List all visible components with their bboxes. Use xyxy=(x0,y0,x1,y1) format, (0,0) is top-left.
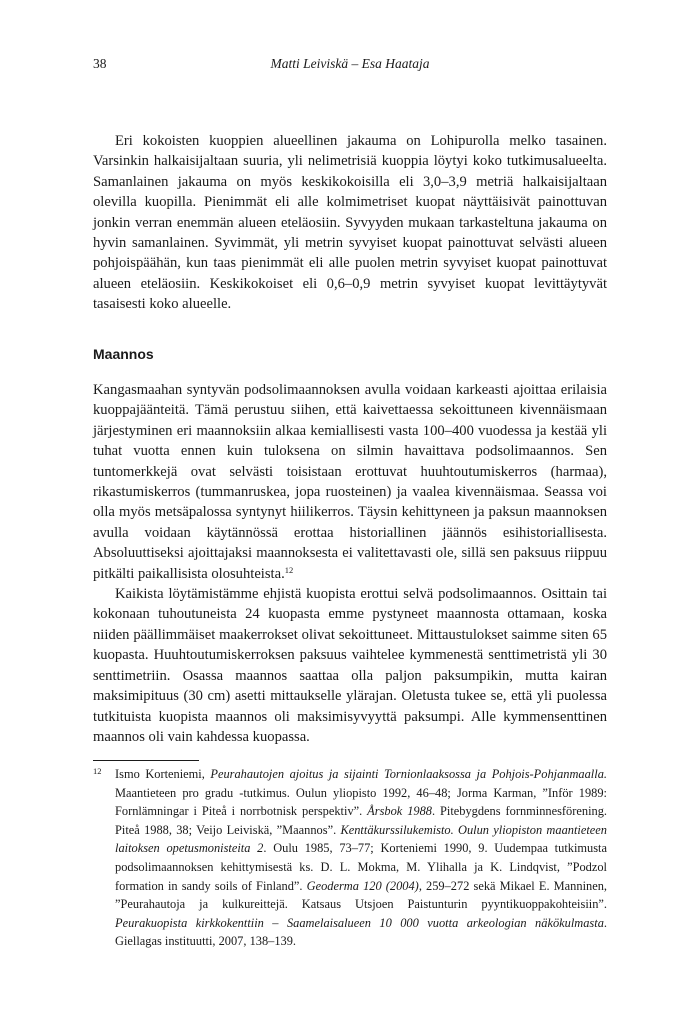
footnote-text-segment: Ismo Korteniemi, xyxy=(115,767,211,781)
footnote-text xyxy=(115,765,607,951)
footnote-title-segment: Geoderma 120 (2004) xyxy=(306,878,419,893)
paragraph-text: Kangasmaahan syntyvän podsolimaannoksen avulla voidaan karkeasti ajoittaa erilaisia kuoppajäänteitä. Tämä perustuu siihen, että kaivettaessa sekoittuneen kivennäismaan järjestyminen eri maannoksiin alkaa kemiallisesti vasta 100–400 vuodessa ja kestää yli tuhat vuotta ennen kuin tuloksena on silmin havaittava podsolimaannos. Sen tuntomerkkejä ovat selvästi toisistaan erottuvat huuhtoutumiskerros (harmaa), rikastumiskerros (tummanruskea, jopa ruosteinen) ja vaalea kivennäismaa. Seassa voi olla myös metsäpalossa syntynyt hiilikerros. Täysin kehittyneen ja paksun maannoksen avulla voidaan käytännössä erottaa historiallinen jäännös esihistoriallisesta. Absoluuttiseksi ajoittajaksi maannoksesta ei valitettavasti ole, sillä sen paksuus riippuu pitkälti paikallisista olosuhteista. xyxy=(93,382,607,582)
footnote-text-segment: Maantieteen pro gradu -tutkimus. Oulun yliopisto 1992, 46–48; Jorma Karman, ”Inför 1989: Fornlämningar i Piteå i norrbotnisk perspektiv”. xyxy=(115,785,607,819)
footnote-title-segment: Peurahautojen ajoitus ja sijainti Tornionlaaksossa ja Pohjois-Pohjanmaalla. xyxy=(210,767,607,781)
footnote-text-segment: , 259–272 sekä Mikael E. Manninen, ”Peurahautoja ja kulkureittejä. Katsaus Utsjoen Paistunturin pyyntikuoppakohteisiin”. xyxy=(115,878,607,912)
body-paragraph xyxy=(93,380,607,584)
intro-section xyxy=(93,131,607,315)
footnote-title-segment: Kenttäkurssilukemisto. Oulun yliopiston maantieteen laitoksen opetusmonisteita 2 xyxy=(115,822,607,856)
maannos-section xyxy=(93,380,607,747)
footnote-divider xyxy=(93,760,199,761)
footnote-title-segment: Årsbok 1988 xyxy=(367,804,432,819)
footnote xyxy=(93,765,607,951)
section-heading: Maannos xyxy=(93,346,154,362)
footnote-text-segment: . Pitebygdens fornminnesförening. Piteå 1988, 38; Veijo Leiviskä, ”Maannos”. xyxy=(115,804,608,837)
page-header xyxy=(93,56,607,76)
body-paragraph: Eri kokoisten kuoppien alueellinen jakauma on Lohipurolla melko tasainen. Varsinkin halkaisijaltaan suuria, yli nelimetrisiä kuoppia löytyi koko tutkimusalueelta. Samanlainen jakauma on myös keskikokoisilla eli 3,0–3,9 metriä halkaisijaltaan olevilla kuopilla. Pienimmät eli alle kolmimetriset kuopat näyttäisivät painottuvan jonkin verran enemmän alueen eteläosiin. Syvyyden mukaan tarkasteltuna jakauma on hyvin samanlainen. Syvimmät, yli metrin syvyiset kuopat painottuvat selvästi alueen pohjoispäähän, kun taas pienimmät eli alle puolen metrin syvyiset kuopat painottuvat alueen eteläosiin. Keskikokoiset eli 0,6–0,9 metrin syvyiset kuopat levittäytyvät tasaisesti koko alueelle. xyxy=(93,133,607,313)
footnote-text-segment: . Giellagas instituutti, 2007, 138–139. xyxy=(115,915,607,949)
footnote-reference[interactable]: 12 xyxy=(284,564,294,575)
page-number: 38 xyxy=(93,56,107,71)
body-paragraph: Kaikista löytämistämme ehjistä kuopista erottui selvä podsolimaannos. Osittain tai kokonaan tuhoutuneista 24 kuopasta emme pystyneet maannosta ottamaan, koska niiden päällimmäiset maakerrokset olivat sekoittuneet. Mittaustulokset saimme siten 65 kuopasta. Huuhtoutumiskerroksen paksuus vaihtelee kymmenestä senttimetristä yli 30 senttimetriin. Osassa maannos saattaa olla paljon paksumpikin, mutta kairan maksimipituus (30 cm) asetti mittaukselle ylärajan. Oletusta tukee se, että yli puolessa tutkituista kuopista maannos oli maksimisyvyyttä paksumpi. Alle kymmensenttinen maannos oli vain kahdessa kuopassa. xyxy=(93,586,607,745)
footnote-title-segment: Peurakuopista kirkkokenttiin – Saamelaisalueen 10 000 vuotta arkeologian näkökulmasta xyxy=(115,915,604,930)
running-head: Matti Leiviskä – Esa Haataja xyxy=(270,56,430,71)
footnote-text-segment: . Oulu 1985, 73–77; Korteniemi 1990, 9. Uudempaa tutkimusta podsolimaannoksen kehittymisestä ks. D. L. Mokma, M. Ylihalla ja K. Lindqvist, ”Podzol formation in sandy soils of Finland”. xyxy=(115,841,607,893)
footnote-number: 12 xyxy=(93,766,102,776)
